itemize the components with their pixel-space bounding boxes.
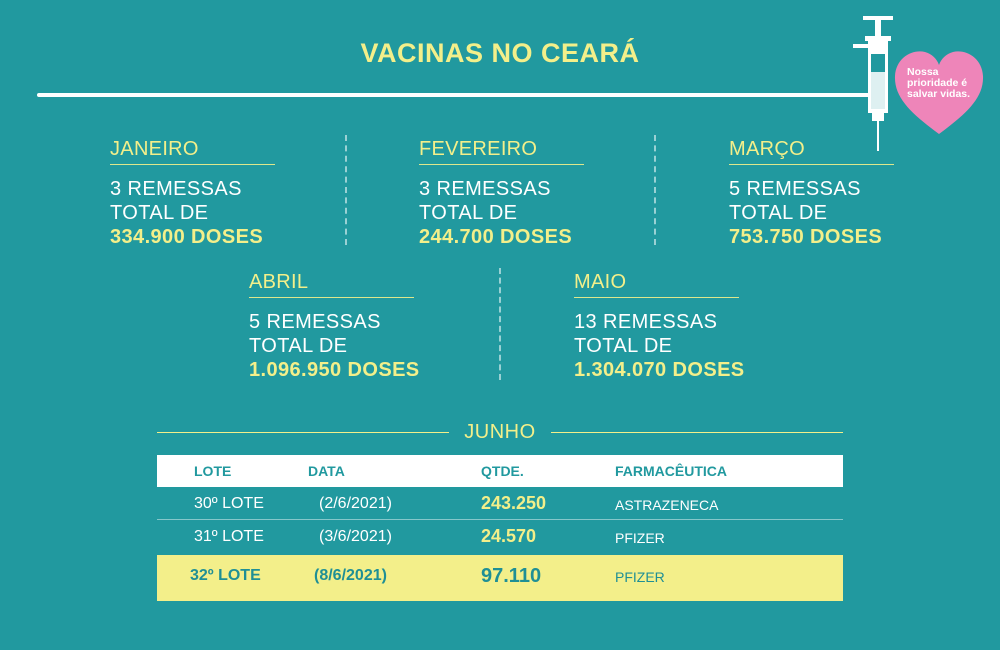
cell-farmaceutica: PFIZER bbox=[615, 569, 665, 585]
month-underline bbox=[729, 164, 894, 165]
cell-data: (2/6/2021) bbox=[319, 495, 392, 512]
month-card-janeiro bbox=[110, 138, 275, 249]
month-total: 334.900 DOSES bbox=[110, 226, 264, 248]
table-row-highlighted bbox=[157, 555, 843, 601]
month-shipments: 5 REMESSAS bbox=[249, 311, 381, 333]
column-divider bbox=[345, 135, 347, 245]
month-name: MARÇO bbox=[729, 138, 805, 160]
cell-qtde: 24.570 bbox=[481, 526, 537, 546]
month-total: 244.700 DOSES bbox=[419, 226, 573, 248]
cell-lote: 30º LOTE bbox=[194, 495, 264, 512]
column-divider bbox=[499, 268, 501, 380]
cell-data: (8/6/2021) bbox=[314, 567, 387, 584]
month-underline bbox=[419, 164, 584, 165]
column-header-data: DATA bbox=[308, 463, 345, 479]
month-total-label: TOTAL DE bbox=[729, 202, 828, 224]
cell-farmaceutica: PFIZER bbox=[615, 530, 665, 546]
month-name: MAIO bbox=[574, 271, 627, 293]
june-heading: JUNHO bbox=[464, 421, 536, 443]
month-total-label: TOTAL DE bbox=[574, 335, 673, 357]
column-header-qtde: QTDE. bbox=[481, 463, 524, 479]
month-shipments: 3 REMESSAS bbox=[110, 178, 242, 200]
table-row bbox=[157, 487, 843, 520]
month-name: JANEIRO bbox=[110, 138, 199, 160]
month-name: FEVEREIRO bbox=[419, 138, 538, 160]
cell-qtde: 243.250 bbox=[481, 493, 547, 513]
cell-data: (3/6/2021) bbox=[319, 528, 392, 545]
column-header-lote: LOTE bbox=[194, 463, 232, 479]
month-underline bbox=[574, 297, 739, 298]
month-card-fevereiro bbox=[419, 138, 584, 249]
column-header-farmaceutica: FARMACÊUTICA bbox=[615, 463, 727, 479]
month-total: 1.304.070 DOSES bbox=[574, 359, 745, 381]
month-card-maio bbox=[574, 271, 745, 382]
june-table bbox=[157, 455, 843, 601]
month-shipments: 5 REMESSAS bbox=[729, 178, 861, 200]
month-total: 1.096.950 DOSES bbox=[249, 359, 420, 381]
cell-farmaceutica: ASTRAZENECA bbox=[615, 497, 719, 513]
month-shipments: 13 REMESSAS bbox=[574, 311, 718, 333]
column-divider bbox=[654, 135, 656, 245]
badge-text: Nossa prioridade é salvar vidas. bbox=[907, 66, 971, 100]
month-total-label: TOTAL DE bbox=[249, 335, 348, 357]
table-row bbox=[157, 520, 843, 553]
title-divider bbox=[37, 93, 877, 97]
month-underline bbox=[110, 164, 275, 165]
month-underline bbox=[249, 297, 414, 298]
cell-qtde: 97.110 bbox=[481, 565, 542, 587]
month-card-abril bbox=[249, 271, 420, 382]
month-card-marco bbox=[729, 138, 894, 249]
month-total-label: TOTAL DE bbox=[419, 202, 518, 224]
cell-lote: 32º LOTE bbox=[190, 567, 261, 584]
month-total-label: TOTAL DE bbox=[110, 202, 209, 224]
month-total: 753.750 DOSES bbox=[729, 226, 883, 248]
cell-lote: 31º LOTE bbox=[194, 528, 264, 545]
table-header bbox=[157, 455, 843, 487]
month-shipments: 3 REMESSAS bbox=[419, 178, 551, 200]
june-rule-right bbox=[551, 432, 843, 433]
month-name: ABRIL bbox=[249, 271, 309, 293]
page-title: VACINAS NO CEARÁ bbox=[360, 38, 640, 68]
